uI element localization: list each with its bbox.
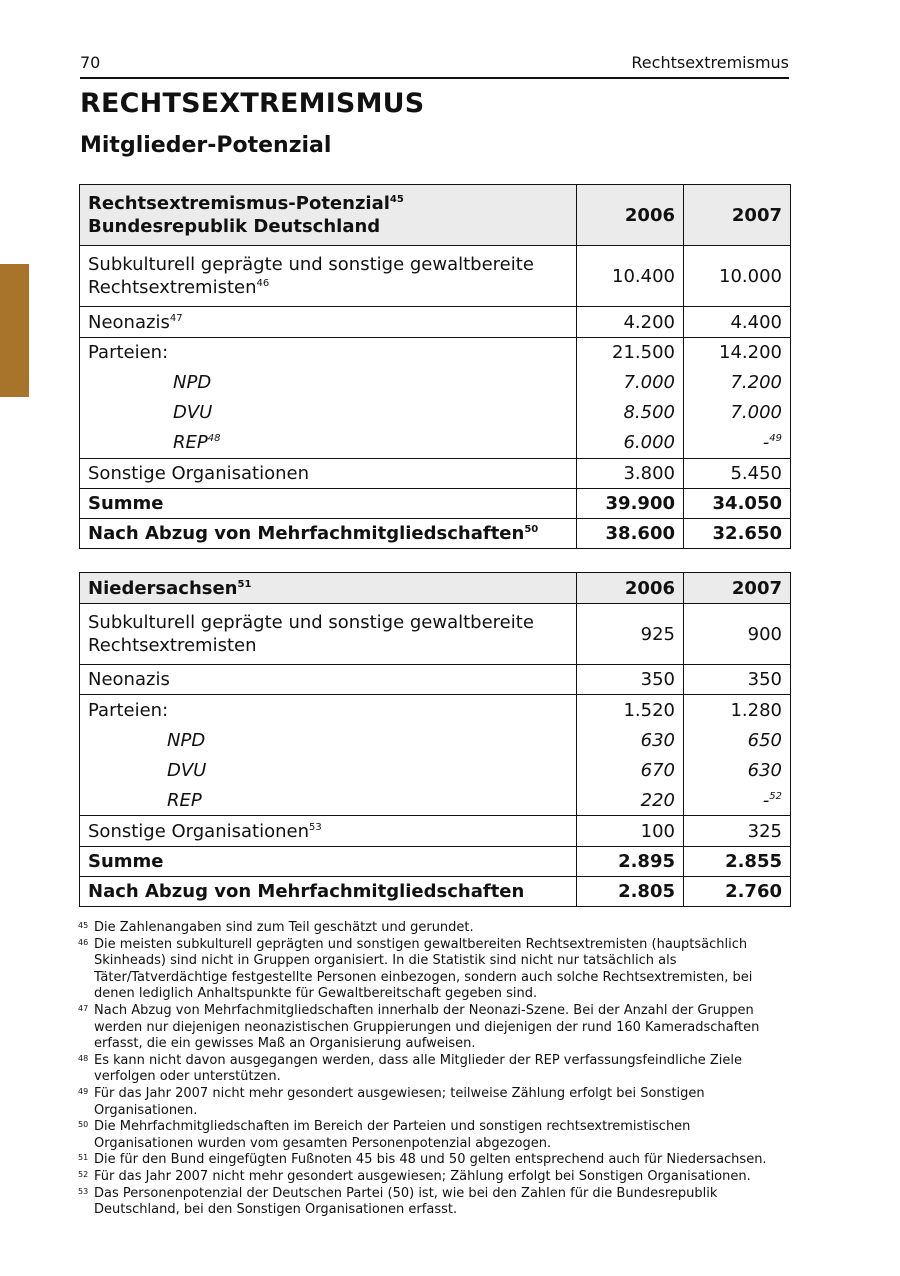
cell-2006: 220 [577, 786, 684, 816]
row-label: Nach Abzug von Mehrfachmitgliedschaften$^{50}$ [80, 519, 577, 549]
table-niedersachsen [79, 572, 791, 907]
cell-2006: 6.000 [577, 428, 684, 459]
cell-2007: 900 [684, 604, 791, 665]
cell-2006: 38.600 [577, 519, 684, 549]
footnote-number: 53 [78, 1186, 89, 1196]
footnote-number: 51 [78, 1153, 89, 1163]
row-label: DVU [80, 398, 577, 428]
footnote-text: Das Personenpotenzial der Deutschen Partei (50) ist, wie bei den Zahlen für die Bundesrepublik Deutschland, bei den Sonstigen Organisationen erfasst. [94, 1185, 718, 1218]
cell-2006: 100 [577, 816, 684, 847]
row-label: DVU [80, 756, 577, 786]
footnote [78, 1169, 792, 1186]
page-heading: RECHTSEXTREMISMUS [80, 88, 425, 119]
row-label: Neonazis$^{47}$ [80, 307, 577, 338]
cell-2007: 4.400 [684, 307, 791, 338]
cell-2007: 350 [684, 665, 791, 695]
cell-2007: 650 [684, 726, 791, 756]
year-2007-header: 2007 [684, 185, 791, 246]
footnote-text: Nach Abzug von Mehrfachmitgliedschaften innerhalb der Neonazi-Szene. Bei der Anzahl der Gruppen werden nur diejenigen neonazistischen Gruppierungen und diejenigen der rund 160 Kameradschaften erfasst, die ein gewisses Maß an Organisierung aufweisen. [94, 1002, 760, 1052]
row-label: Parteien: [80, 338, 577, 368]
cell-2007: 32.650 [684, 519, 791, 549]
page-number: 70 [80, 53, 101, 72]
table-row [80, 665, 791, 695]
cell-2007: 325 [684, 816, 791, 847]
running-title: Rechtsextremismus [631, 53, 789, 72]
cell-2006: 7.000 [577, 368, 684, 398]
cell-2007: 1.280 [684, 695, 791, 726]
footnote-text: Die Zahlenangaben sind zum Teil geschätzt und gerundet. [94, 920, 474, 935]
chapter-side-tab [0, 264, 29, 397]
footnote-number: 48 [78, 1053, 89, 1063]
cell-2007: 2.760 [684, 877, 791, 907]
cell-2007: 5.450 [684, 459, 791, 489]
table-row-net-total [80, 519, 791, 549]
table-row-total [80, 847, 791, 877]
row-label: REP [80, 786, 577, 816]
header-rule [80, 77, 789, 79]
cell-2007: -$^{49}$ [684, 428, 791, 459]
footnote-number: 47 [78, 1003, 89, 1013]
table-header-row [80, 573, 791, 604]
footnote-number: 45 [78, 921, 89, 930]
cell-2007: -$^{52}$ [684, 786, 791, 816]
footnote-number: 49 [78, 1086, 89, 1096]
table-row-net-total [80, 877, 791, 907]
footnote [78, 1152, 792, 1169]
cell-2006: 350 [577, 665, 684, 695]
cell-2007: 7.000 [684, 398, 791, 428]
table-row [80, 307, 791, 338]
table-row [80, 338, 791, 368]
cell-2006: 10.400 [577, 246, 684, 307]
table-row [80, 368, 791, 398]
footnote-text: Für das Jahr 2007 nicht mehr gesondert ausgewiesen; teilweise Zählung erfolgt bei Sonstigen Organisationen. [94, 1085, 705, 1118]
table-row [80, 604, 791, 665]
table-row [80, 246, 791, 307]
footnote [78, 920, 792, 937]
cell-2006: 21.500 [577, 338, 684, 368]
row-label: Summe [80, 489, 577, 519]
cell-2006: 925 [577, 604, 684, 665]
footnote [78, 937, 792, 1003]
cell-2006: 2.805 [577, 877, 684, 907]
footnote-number: 50 [78, 1120, 89, 1130]
table-header-row [80, 185, 791, 246]
table-title: Niedersachsen$^{51}$ [80, 573, 577, 604]
cell-2007: 14.200 [684, 338, 791, 368]
section-subheading: Mitglieder-Potenzial [80, 133, 332, 158]
table-bund [79, 184, 791, 549]
table-row [80, 726, 791, 756]
cell-2006: 4.200 [577, 307, 684, 338]
cell-2006: 630 [577, 726, 684, 756]
footnote-text: Die Mehrfachmitgliedschaften im Bereich der Parteien und sonstigen rechtsextremistischen Organisationen wurden vom gesamten Personenpotenzial abgezogen. [94, 1119, 691, 1151]
footnote [78, 1053, 792, 1086]
cell-2006: 670 [577, 756, 684, 786]
table-row [80, 695, 791, 726]
row-label: NPD [80, 726, 577, 756]
footnote-number: 52 [78, 1169, 89, 1179]
footnote-text: Die für den Bund eingefügten Fußnoten 45 bis 48 und 50 gelten entsprechend auch für Niedersachsen. [94, 1152, 767, 1168]
footnote-text: Die meisten subkulturell geprägten und sonstigen gewaltbereiten Rechtsextremisten (hauptsächlich Skinheads) sind nicht in Gruppen organisiert. In die Statistik sind nicht nur tatsächlich als Täter/Tatverdächtige festgestellte Personen einbezogen, sondern auch solche Rechtsextremisten, bei denen lediglich Anhaltspunkte für Gewaltbereitschaft gegeben sind. [94, 936, 753, 1002]
cell-2006: 3.800 [577, 459, 684, 489]
row-label: Subkulturell geprägte und sonstige gewaltbereite Rechtsextremisten [80, 604, 577, 665]
footnote [78, 1186, 792, 1219]
footnotes [78, 920, 792, 1219]
row-label: Parteien: [80, 695, 577, 726]
footnote [78, 1119, 792, 1152]
cell-2006: 39.900 [577, 489, 684, 519]
row-label: NPD [80, 368, 577, 398]
row-label: Sonstige Organisationen$^{53}$ [80, 816, 577, 847]
cell-2007: 10.000 [684, 246, 791, 307]
year-2007-header: 2007 [684, 573, 791, 604]
footnote-text: Es kann nicht davon ausgegangen werden, dass alle Mitglieder der REP verfassungsfeindliche Ziele verfolgen oder unterstützen. [94, 1052, 742, 1085]
cell-2007: 2.855 [684, 847, 791, 877]
row-label: Sonstige Organisationen [80, 459, 577, 489]
table-row-total [80, 489, 791, 519]
table-row [80, 786, 791, 816]
row-label: Neonazis [80, 665, 577, 695]
row-label: Nach Abzug von Mehrfachmitgliedschaften [80, 877, 577, 907]
table-row [80, 756, 791, 786]
cell-2007: 7.200 [684, 368, 791, 398]
year-2006-header: 2006 [577, 185, 684, 246]
cell-2006: 8.500 [577, 398, 684, 428]
cell-2006: 2.895 [577, 847, 684, 877]
cell-2007: 630 [684, 756, 791, 786]
row-label: Subkulturell geprägte und sonstige gewaltbereite Rechtsextremisten$^{46}$ [80, 246, 577, 307]
footnote-text: Für das Jahr 2007 nicht mehr gesondert ausgewiesen; Zählung erfolgt bei Sonstigen Organisationen. [94, 1168, 751, 1184]
table-row [80, 428, 791, 459]
cell-2007: 34.050 [684, 489, 791, 519]
table-row [80, 398, 791, 428]
footnote [78, 1003, 792, 1053]
footnote-number: 46 [78, 937, 89, 947]
table-title: Rechtsextremismus-Potenzial$^{45}$ Bundesrepublik Deutschland [80, 185, 577, 246]
cell-2006: 1.520 [577, 695, 684, 726]
row-label: Summe [80, 847, 577, 877]
table-row [80, 459, 791, 489]
footnote [78, 1086, 792, 1119]
table-row [80, 816, 791, 847]
year-2006-header: 2006 [577, 573, 684, 604]
row-label: REP$^{48}$ [80, 428, 577, 459]
